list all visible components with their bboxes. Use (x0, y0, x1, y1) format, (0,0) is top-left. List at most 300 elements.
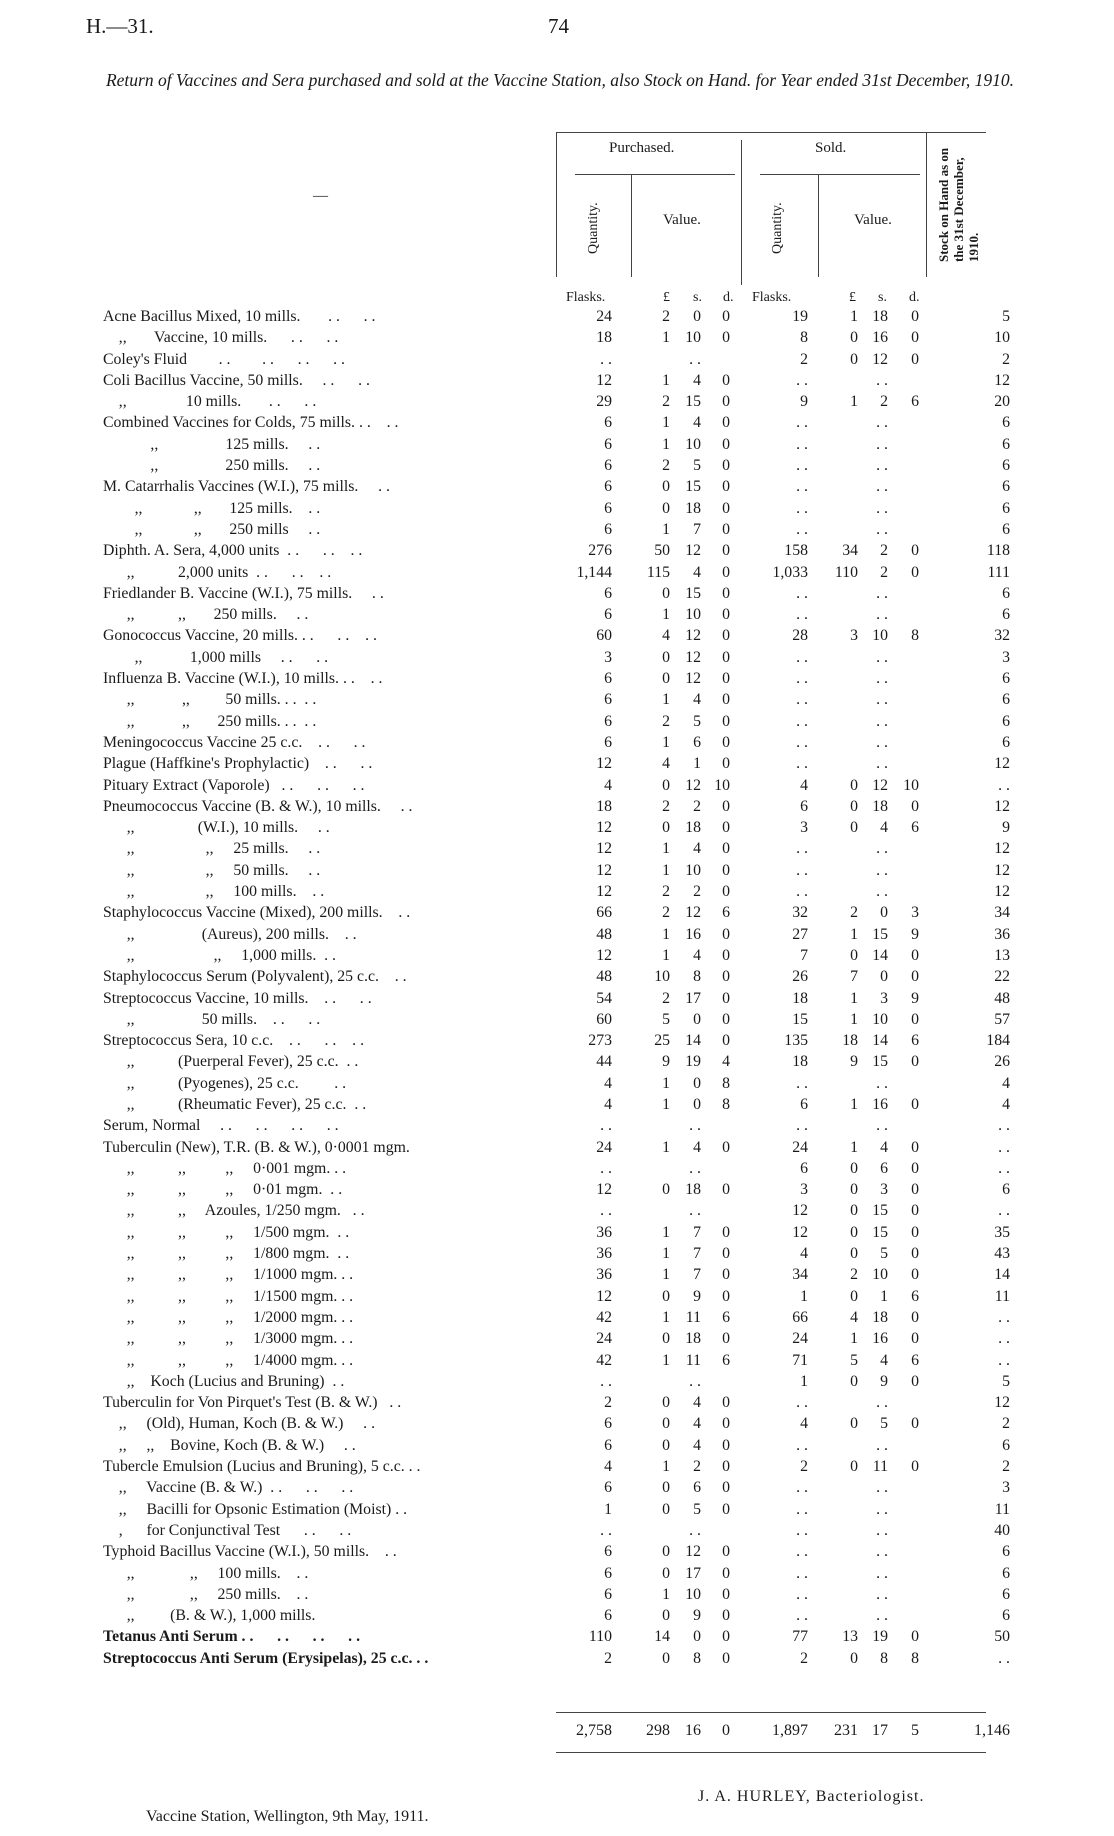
data-table-body (0, 308, 1114, 1671)
blank-header: — (313, 188, 328, 204)
cell-pq: . . (600, 1202, 612, 1220)
cell-sl: 1 (850, 393, 858, 411)
table-row (0, 1501, 1114, 1522)
cell-ss: 15 (872, 1223, 888, 1241)
cell-ss: 16 (872, 1095, 888, 1113)
cell-sl: 0 (850, 1202, 858, 1220)
cell-st: 9 (1002, 819, 1010, 837)
row-label: ,, Vaccine, 10 mills. . . . . (103, 329, 339, 347)
cell-pl: 2 (662, 989, 670, 1007)
cell-pl: 0 (662, 499, 670, 517)
cell-pq: 48 (596, 968, 612, 986)
cell-st: . . (998, 1649, 1010, 1667)
table-row (0, 713, 1114, 734)
table-row (0, 1394, 1114, 1415)
cell-pl: 1 (662, 1351, 670, 1369)
cell-sl: 0 (850, 1223, 858, 1241)
cell-pd: 0 (722, 1181, 730, 1199)
cell-sl: 0 (850, 350, 858, 368)
cell-ps: 18 (685, 819, 701, 837)
cell-pq: 60 (596, 627, 612, 645)
cell-sl: 1 (850, 1330, 858, 1348)
cell-pd: 0 (722, 1436, 730, 1454)
cell-pq: 66 (596, 904, 612, 922)
cell-sq: 32 (792, 904, 808, 922)
table-row (0, 1458, 1114, 1479)
cell-st: 12 (994, 861, 1010, 879)
cell-sq: . . (796, 606, 808, 624)
cell-pl: 1 (662, 1266, 670, 1284)
cell-sl: 18 (842, 1032, 858, 1050)
purchased-header: Purchased. (609, 140, 675, 156)
table-row (0, 968, 1114, 989)
cell-sq: . . (796, 1585, 808, 1603)
cell-ps: 12 (685, 776, 701, 794)
cell-ps: . . (689, 1117, 701, 1135)
cell-ps: 17 (685, 1564, 701, 1582)
cell-sd: 0 (911, 542, 919, 560)
footer-signature: J. A. HURLEY, Bacteriologist. (698, 1788, 925, 1805)
cell-st: . . (998, 1351, 1010, 1369)
cell-sl: 7 (850, 968, 858, 986)
cell-sq: 135 (784, 1032, 808, 1050)
cell-ss: . . (876, 840, 888, 858)
cell-pd: 0 (722, 712, 730, 730)
table-row (0, 414, 1114, 435)
table-row (0, 1224, 1114, 1245)
cell-ps: 7 (693, 1223, 701, 1241)
cell-st: 111 (987, 563, 1010, 581)
cell-ps: 18 (685, 1181, 701, 1199)
cell-sl: 4 (850, 1308, 858, 1326)
cell-ps: 0 (693, 1628, 701, 1646)
cell-ss: 16 (872, 329, 888, 347)
cell-pd: 0 (722, 925, 730, 943)
cell-ss: 2 (880, 393, 888, 411)
cell-pq: 6 (604, 733, 612, 751)
cell-st: 6 (1002, 478, 1010, 496)
cell-ps: 4 (693, 946, 701, 964)
table-row (0, 1628, 1114, 1649)
cell-pl: 50 (654, 542, 670, 560)
table-row (0, 670, 1114, 691)
cell-sq: 158 (784, 542, 808, 560)
row-label: Meningococcus Vaccine 25 c.c. . . . . (103, 733, 366, 751)
cell-ss: . . (876, 1564, 888, 1582)
cell-pd: 8 (722, 1074, 730, 1092)
cell-ss: 4 (880, 1351, 888, 1369)
table-row (0, 1586, 1114, 1607)
cell-sd: 6 (911, 1287, 919, 1305)
table-row (0, 1202, 1114, 1223)
cell-st: 6 (1002, 435, 1010, 453)
cell-ps: 5 (693, 1500, 701, 1518)
cell-pd: 0 (722, 414, 730, 432)
cell-pd: 0 (722, 435, 730, 453)
table-row (0, 1437, 1114, 1458)
cell-pd: 0 (722, 797, 730, 815)
cell-pd: 10 (714, 776, 730, 794)
table-row (0, 1373, 1114, 1394)
cell-ps: 4 (693, 414, 701, 432)
table-row (0, 1117, 1114, 1138)
units-shillings: s. (693, 290, 702, 305)
cell-pd: 0 (722, 755, 730, 773)
cell-pl: 1 (662, 946, 670, 964)
cell-pd: 0 (722, 1649, 730, 1667)
cell-pd: 0 (722, 840, 730, 858)
cell-ss: 1 (880, 1287, 888, 1305)
cell-pl: 0 (662, 1479, 670, 1497)
table-row (0, 819, 1114, 840)
cell-pl: 1 (662, 329, 670, 347)
cell-pl: 14 (654, 1628, 670, 1646)
cell-pl: 1 (662, 925, 670, 943)
cell-st: 6 (1002, 1543, 1010, 1561)
cell-pd: 0 (722, 457, 730, 475)
cell-sd: 0 (911, 1330, 919, 1348)
table-row (0, 564, 1114, 585)
cell-pl: 2 (662, 797, 670, 815)
cell-st: 35 (994, 1223, 1010, 1241)
cell-ps: 18 (685, 499, 701, 517)
table-row (0, 478, 1114, 499)
cell-st: 40 (994, 1521, 1010, 1539)
cell-pq: . . (600, 1117, 612, 1135)
cell-sq: 18 (792, 1053, 808, 1071)
table-row (0, 351, 1114, 372)
cell-sd: 0 (911, 1223, 919, 1241)
cell-pq: 1 (604, 1500, 612, 1518)
cell-ps: 5 (693, 457, 701, 475)
cell-pl: 5 (662, 1010, 670, 1028)
cell-st: 6 (1002, 499, 1010, 517)
cell-st: 6 (1002, 520, 1010, 538)
cell-ss: . . (876, 733, 888, 751)
cell-st: 11 (994, 1500, 1010, 1518)
cell-st: 14 (994, 1266, 1010, 1284)
cell-ss: . . (876, 712, 888, 730)
row-label: Tetanus Anti Serum . . . . . . . . (103, 1628, 361, 1646)
cell-ps: 10 (685, 1585, 701, 1603)
table-row (0, 585, 1114, 606)
row-label: ,, ,, 50 mills. . . . . (103, 691, 317, 709)
cell-pd: 0 (722, 584, 730, 602)
cell-st: 2 (1002, 1415, 1010, 1433)
cell-sq: 8 (800, 329, 808, 347)
row-label: ,, (Rheumatic Fever), 25 c.c. . . (103, 1095, 367, 1113)
cell-st: 12 (994, 371, 1010, 389)
cell-pq: 6 (604, 1585, 612, 1603)
row-label: Staphylococcus Vaccine (Mixed), 200 mills. . . (103, 904, 411, 922)
cell-st: 3 (1002, 1479, 1010, 1497)
cell-ps: 15 (685, 584, 701, 602)
cell-ps: 0 (693, 308, 701, 325)
cell-st: 6 (1002, 691, 1010, 709)
cell-pq: 12 (596, 1287, 612, 1305)
row-label: ,, ,, ,, 1/500 mgm. . . (103, 1223, 350, 1241)
cell-ss: . . (876, 1543, 888, 1561)
table-row (0, 1096, 1114, 1117)
table-row (0, 393, 1114, 414)
total-sold-pence: 5 (911, 1722, 919, 1739)
row-label: ,, ,, ,, 0·01 mgm. . . (103, 1181, 343, 1199)
cell-st: 184 (986, 1032, 1010, 1050)
table-row (0, 1266, 1114, 1287)
cell-ss: 2 (880, 542, 888, 560)
cell-pl: 1 (662, 414, 670, 432)
cell-pd: 0 (722, 1138, 730, 1156)
cell-sq: 26 (792, 968, 808, 986)
cell-st: 10 (994, 329, 1010, 347)
cell-pd: 0 (722, 329, 730, 347)
cell-sq: . . (796, 712, 808, 730)
cell-pq: 18 (596, 797, 612, 815)
cell-st: 12 (994, 840, 1010, 858)
row-label: ,, ,, Bovine, Koch (B. & W.) . . (103, 1436, 356, 1454)
cell-ss: . . (876, 1394, 888, 1412)
cell-sd: 0 (911, 329, 919, 347)
cell-sq: 2 (800, 1649, 808, 1667)
cell-sl: 2 (850, 904, 858, 922)
row-label: ,, (Aureus), 200 mills. . . (103, 925, 357, 943)
row-label: ,, ,, ,, 1/2000 mgm. . . (103, 1308, 354, 1326)
cell-ps: 17 (685, 989, 701, 1007)
cell-st: . . (998, 1138, 1010, 1156)
cell-pl: 25 (654, 1032, 670, 1050)
cell-sq: . . (796, 499, 808, 517)
cell-pq: 6 (604, 606, 612, 624)
cell-sq: . . (796, 1074, 808, 1092)
table-row (0, 1479, 1114, 1500)
table-row (0, 947, 1114, 968)
cell-sq: 28 (792, 627, 808, 645)
cell-pd: 0 (722, 1223, 730, 1241)
cell-ps: . . (689, 1159, 701, 1177)
cell-pq: 6 (604, 499, 612, 517)
cell-sq: . . (796, 435, 808, 453)
cell-sq: 18 (792, 989, 808, 1007)
cell-pd: 0 (722, 371, 730, 389)
cell-pd: 0 (722, 1628, 730, 1646)
cell-st: 2 (1002, 350, 1010, 368)
cell-pl: 0 (662, 819, 670, 837)
cell-pd: 0 (722, 478, 730, 496)
table-row (0, 1245, 1114, 1266)
cell-sl: 0 (850, 797, 858, 815)
total-stock: 1,146 (974, 1722, 1010, 1739)
table-row (0, 1543, 1114, 1564)
cell-pq: 6 (604, 457, 612, 475)
cell-ps: 4 (693, 1138, 701, 1156)
row-label: ,, ,, ,, 1/3000 mgm. . . (103, 1330, 354, 1348)
cell-sd: 0 (911, 1159, 919, 1177)
cell-ps: 6 (693, 733, 701, 751)
cell-pq: 42 (596, 1351, 612, 1369)
cell-ps: 12 (685, 648, 701, 666)
cell-st: 6 (1002, 1436, 1010, 1454)
cell-pd: 0 (722, 542, 730, 560)
cell-pq: 12 (596, 819, 612, 837)
cell-pl: 0 (662, 1181, 670, 1199)
cell-sd: 6 (911, 393, 919, 411)
row-label: Tuberculin (New), T.R. (B. & W.), 0·0001 mgm. (103, 1138, 410, 1156)
cell-ps: 15 (685, 478, 701, 496)
cell-pd: 0 (722, 883, 730, 901)
cell-ss: 19 (872, 1628, 888, 1646)
table-row (0, 1032, 1114, 1053)
total-sold-pounds: 231 (834, 1722, 858, 1739)
cell-sq: . . (796, 883, 808, 901)
cell-pl: 1 (662, 861, 670, 879)
cell-st: 6 (1002, 584, 1010, 602)
cell-pd: 0 (722, 1543, 730, 1561)
cell-st: 12 (994, 755, 1010, 773)
units-pence: d. (723, 290, 734, 305)
cell-ss: 0 (880, 904, 888, 922)
cell-pq: 6 (604, 520, 612, 538)
table-row (0, 308, 1114, 329)
row-label: ,, ,, 125 mills. . . (103, 499, 321, 517)
cell-ps: 12 (685, 904, 701, 922)
cell-sq: . . (796, 670, 808, 688)
cell-pl: 1 (662, 1308, 670, 1326)
cell-sq: 4 (800, 776, 808, 794)
cell-pq: 12 (596, 755, 612, 773)
cell-sq: . . (796, 1607, 808, 1625)
cell-ps: 7 (693, 1266, 701, 1284)
cell-sq: . . (796, 691, 808, 709)
cell-pq: 44 (596, 1053, 612, 1071)
row-label: ,, ,, 250 mills. . . (103, 606, 309, 624)
cell-st: 2 (1002, 1458, 1010, 1476)
cell-sd: 6 (911, 1032, 919, 1050)
table-row (0, 990, 1114, 1011)
cell-pq: 12 (596, 861, 612, 879)
row-label: ,, ,, 250 mills. . . (103, 1585, 309, 1603)
table-row (0, 1181, 1114, 1202)
cell-sq: 4 (800, 1415, 808, 1433)
sold-header: Sold. (815, 140, 847, 156)
table-row (0, 542, 1114, 563)
cell-pq: 6 (604, 414, 612, 432)
cell-pq: 4 (604, 1458, 612, 1476)
cell-pl: 0 (662, 776, 670, 794)
cell-pq: 1,144 (576, 563, 612, 581)
cell-st: 4 (1002, 1074, 1010, 1092)
cell-sl: 0 (850, 1245, 858, 1263)
row-label: ,, Koch (Lucius and Bruning) . . (103, 1372, 345, 1390)
table-row (0, 1607, 1114, 1628)
cell-sq: . . (796, 478, 808, 496)
cell-pq: 24 (596, 1138, 612, 1156)
table-row (0, 436, 1114, 457)
table-row (0, 1011, 1114, 1032)
table-header (0, 132, 1114, 292)
cell-st: 6 (1002, 733, 1010, 751)
cell-st: . . (998, 1202, 1010, 1220)
cell-pl: 2 (662, 457, 670, 475)
cell-pl: 2 (662, 712, 670, 730)
cell-pl: 0 (662, 670, 670, 688)
cell-pd: 0 (722, 308, 730, 325)
cell-sl: 0 (850, 946, 858, 964)
table-row (0, 1522, 1114, 1543)
table-row (0, 521, 1114, 542)
cell-pl: 10 (654, 968, 670, 986)
cell-sl: 1 (850, 925, 858, 943)
cell-ss: . . (876, 648, 888, 666)
cell-pd: 0 (722, 819, 730, 837)
table-row (0, 1053, 1114, 1074)
cell-pl: 0 (662, 1607, 670, 1625)
row-label: Serum, Normal . . . . . . . . (103, 1117, 339, 1135)
row-label: Coley's Fluid . . . . . . . . (103, 350, 346, 368)
cell-st: 6 (1002, 606, 1010, 624)
cell-ss: 5 (880, 1415, 888, 1433)
cell-sd: 9 (911, 925, 919, 943)
cell-ps: 4 (693, 563, 701, 581)
cell-ss: 18 (872, 797, 888, 815)
cell-pl: 1 (662, 1138, 670, 1156)
row-label: ,, ,, Azoules, 1/250 mgm. . . (103, 1202, 365, 1220)
cell-pl: 2 (662, 308, 670, 325)
cell-ss: 10 (872, 1266, 888, 1284)
cell-sq: 6 (800, 797, 808, 815)
cell-ss: . . (876, 755, 888, 773)
document-title: Return of Vaccines and Sera purchased and sold at the Vaccine Station, also Stock on Hand. for Year ended 31st December, 1910. (105, 70, 1015, 90)
row-label: ,, (Old), Human, Koch (B. & W.) . . (103, 1415, 376, 1433)
cell-pq: 12 (596, 883, 612, 901)
row-label: ,, Bacilli for Opsonic Estimation (Moist) . . (103, 1500, 408, 1518)
table-row (0, 1650, 1114, 1671)
cell-st: 6 (1002, 670, 1010, 688)
row-label: Streptococcus Vaccine, 10 mills. . . . . (103, 989, 372, 1007)
table-row (0, 926, 1114, 947)
cell-sd: 3 (911, 904, 919, 922)
cell-sq: . . (796, 414, 808, 432)
cell-pl: 1 (662, 520, 670, 538)
cell-ss: 6 (880, 1159, 888, 1177)
cell-pd: 0 (722, 1266, 730, 1284)
cell-pl: 1 (662, 1585, 670, 1603)
cell-pl: 0 (662, 1564, 670, 1582)
cell-ps: 2 (693, 883, 701, 901)
cell-ss: 15 (872, 1053, 888, 1071)
cell-ps: 15 (685, 393, 701, 411)
cell-ps: 0 (693, 1074, 701, 1092)
cell-ss: 18 (872, 1308, 888, 1326)
cell-ss: 3 (880, 1181, 888, 1199)
cell-ss: . . (876, 584, 888, 602)
cell-pl: 1 (662, 733, 670, 751)
cell-pd: 0 (722, 968, 730, 986)
cell-ss: . . (876, 414, 888, 432)
cell-pd: 0 (722, 1330, 730, 1348)
cell-sq: 4 (800, 1245, 808, 1263)
row-label: ,, 1,000 mills . . . . (103, 648, 329, 666)
cell-ss: . . (876, 1585, 888, 1603)
footer-place-date: Vaccine Station, Wellington, 9th May, 1911. (146, 1808, 429, 1825)
row-label: Friedlander B. Vaccine (W.I.), 75 mills. . . (103, 584, 384, 602)
cell-pq: 12 (596, 946, 612, 964)
cell-pq: 4 (604, 1095, 612, 1113)
table-row (0, 1565, 1114, 1586)
cell-ss: 18 (872, 308, 888, 325)
row-label: Streptococcus Anti Serum (Erysipelas), 25 c.c. . . (103, 1649, 429, 1667)
cell-pl: 0 (662, 648, 670, 666)
cell-st: 57 (994, 1010, 1010, 1028)
